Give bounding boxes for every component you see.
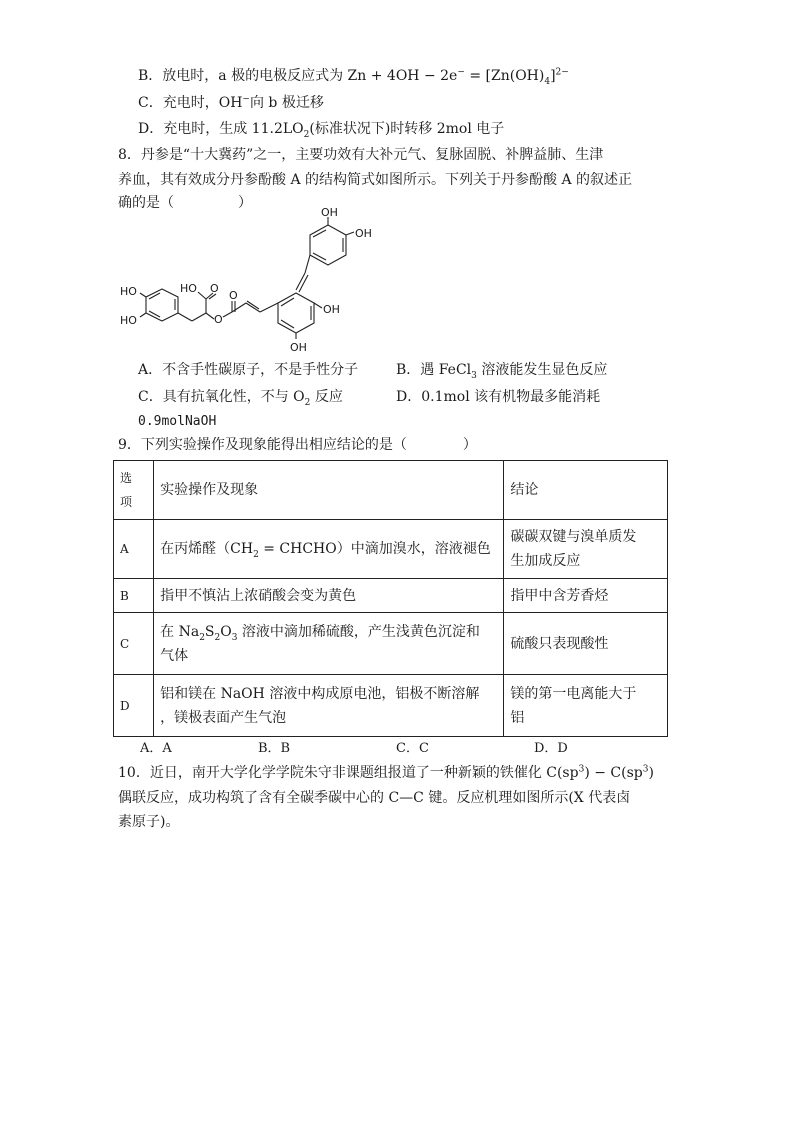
q9-stem: 9．下列实验操作及现象能得出相应结论的是（ ） (118, 437, 477, 453)
q10-stem-line1: 10．近日，南开大学化学学院朱守非课题组报道了一种新颖的铁催化 $C(sp^3) - C(sp^3)$ (118, 764, 654, 781)
q8-stem-line2: 养血，其有效成分丹参酚酸 A 的结构简式如图所示。下列关于丹参酚酸 A 的叙述正 (118, 172, 633, 188)
table-row: D 铝和镁在 NaOH 溶液中构成原电池，铝极不断溶解 ，镁极表面产生气泡 镁的第一电离能大于 铝 (114, 675, 668, 737)
q8-option-d: D．0.1mol 该有机物最多能消耗 (396, 389, 601, 405)
q8-ho-left1: HO (120, 285, 137, 298)
q10-stem-line2: 偶联反应，成功构筑了含有全碳季碳中心的 C—C 键。反应机理如图所示(X 代表卤 (118, 790, 631, 806)
q9-table (113, 460, 668, 737)
q8-acid-o: O (210, 282, 219, 295)
q8-option-a: A．不含手性碳原子，不是手性分子 (138, 362, 359, 378)
q8-ester-co: O (229, 289, 238, 302)
q8-stem-line3: 确的是（ ） (118, 195, 252, 211)
q8-oh-top2: OH (355, 227, 372, 240)
q7-option-b: B．放电时，a 极的电极反应式为 $Zn + 4OH - 2e^- = [Zn(OH)_4]^{2-}$ (138, 67, 569, 87)
q8-ho-left2: HO (120, 314, 137, 327)
table-row: A 在丙烯醛（$CH_2$ = CHCHO）中滴加溴水，溶液褪色 碳碳双键与溴单质发 生加成反应 (114, 520, 668, 579)
q10-stem-line3: 素原子)。 (118, 814, 180, 830)
q9-option-b: B．B (258, 741, 291, 756)
q8-option-d-cont: 0.9molNaOH (138, 414, 217, 429)
q8-ester-o: O (214, 313, 223, 326)
header-operation: 实验操作及现象 (154, 461, 504, 520)
q8-stem-line1: 8．丹参是“十大冀药”之一，主要功效有大补元气、复脉固脱、补脾益肺、生津 (118, 147, 604, 163)
header-option: 选 项 (114, 461, 154, 520)
header-conclusion: 结论 (504, 461, 668, 520)
table-header-row (114, 461, 668, 520)
q7-option-d: D．充电时，生成 $11.2LO_2$(标准状况下)时转移 2mol 电子 (138, 121, 505, 140)
q8-oh-right2: OH (290, 341, 307, 354)
q8-option-b: B．遇 FeCl$_3$ 溶液能发生显色反应 (396, 362, 608, 381)
q8-acid-ho: HO (180, 282, 197, 295)
q8-option-c: C．具有抗氧化性，不与 $O_2$ 反应 (138, 389, 343, 408)
table-row: B 指甲不慎沾上浓硝酸会变为黄色 指甲中含芳香烃 (114, 579, 668, 613)
q9-option-d: D．D (534, 741, 568, 756)
q7-b-formula: $Zn + 4OH - 2e^- = [Zn(OH)_4]^{2-}$ (347, 67, 569, 87)
q8-oh-right1: OH (323, 303, 340, 316)
q9-option-a: A．A (140, 741, 172, 756)
table-row: C 在 $Na_2S_2O_3$ 溶液中滴加稀硫酸，产生浅黄色沉淀和 气体 硫酸只表现酸性 (114, 613, 668, 675)
q8-structure-diagram (110, 205, 410, 360)
q8-oh-top1: OH (321, 206, 338, 219)
q7-option-c: C．充电时，OH−向 b 极迁移 (138, 94, 324, 111)
q9-option-c: C．C (396, 741, 429, 756)
